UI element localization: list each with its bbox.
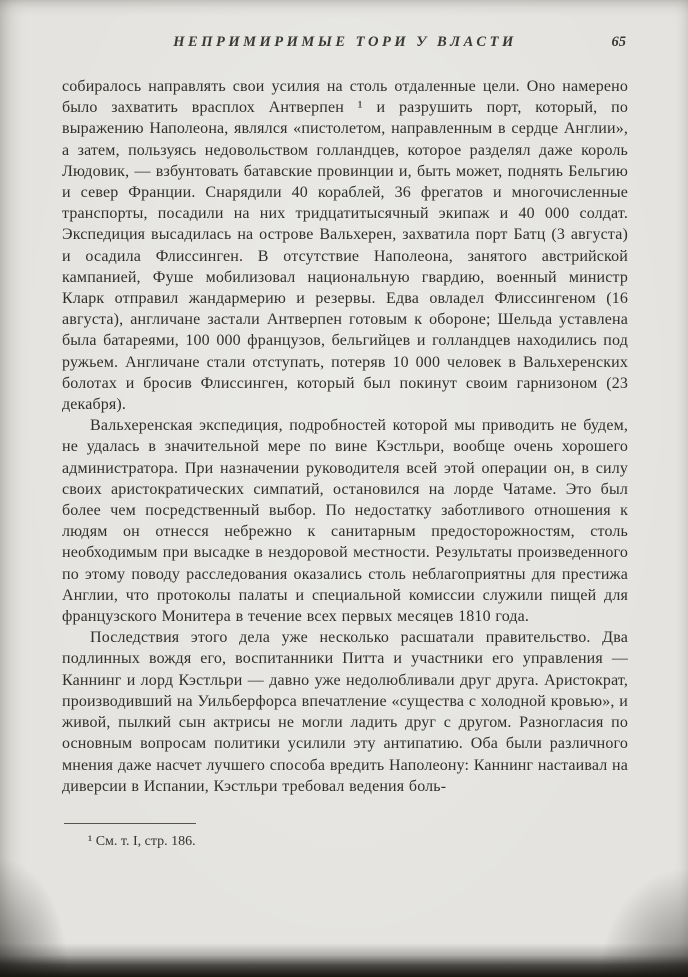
scan-edge xyxy=(0,943,688,977)
paragraph-2: Вальхеренская экспедиция, подробностей которой мы приводить не будем, не удалась в значительной мере по вине Кэстльри, вообще очень хорошего администратора. При назначении руководителя всей этой операции он, в силу своих аристократических симпатий, остановился на лорде Чатаме. Это был более чем посредственный выбор. По недостатку заботливого отношения к людям он отнесся небрежно к санитарным предосторожностям, столь необходимым при высадке в нездоровой местности. Результаты произведенного по этому поводу расследования оказались столь неблагоприятны для престижа Англии, что протоколы палаты и специальной комиссии служили пищей для французского Монитера в течение всех первых месяцев 1810 года. xyxy=(62,417,628,626)
paragraph-3: Последствия этого дела уже несколько расшатали правительство. Два подлинных вождя его, воспитанники Питта и участники его управления — Каннинг и лорд Кэстльри — давно уже недолюбливали друг друга. Аристократ, производивший на Уильберфорса впечатление «существа с холодной кровью», и живой, пылкий сын актрисы не могли ладить друг с другом. Разногласия по основным вопросам политики усилили эту антипатию. Оба были различного мнения даже насчет лучшего способа вредить Наполеону: Каннинг настаивал на диверсии в Испании, Кэстльри требовал ведения боль- xyxy=(62,629,629,795)
page-header xyxy=(62,34,628,60)
running-title: НЕПРИМИРИМЫЕ ТОРИ У ВЛАСТИ xyxy=(173,34,517,50)
paragraph-1: собиралось направлять свои усилия на столь отдаленные цели. Оно намерено было захватить врасплох Антверпен ¹ и разрушить порт, который, по выражению Наполеона, являлся «пистолетом, направленным в сердце Англии», а затем, пользуясь недовольством голландцев, которое разделял даже король Людовик, — взбунтовать батавские провинции и, быть может, поднять Бельгию и север Франции. Снарядили 40 кораблей, 36 фрегатов и многочисленные транспорты, посадили на них тридцатитысячный экипаж и 40 000 солдат. Экспедиция высадилась на острове Вальхерен, захватила порт Батц (3 августа) и осадила Флиссинген. В отсутствие Наполеона, занятого австрийской кампанией, Фуше мобилизовал национальную гвардию, военный министр Кларк отправил жандармерию и резервы. Едва овладел Флиссингеном (16 августа), англичане застали Антверпен готовым к обороне; Шельда уставлена была батареями, 100 000 французов, бельгийцев и голландцев находились под ружьем. Англичане стали отступать, потеряв 10 000 человек в Вальхеренских болотах и бросив Флиссинген, который был покинут своим гарнизоном (23 декабря). xyxy=(62,78,628,414)
footnote xyxy=(62,823,628,851)
scan-shadow-right xyxy=(598,867,688,977)
footnote-text: ¹ См. т. I, стр. 186. xyxy=(88,833,196,849)
page-content xyxy=(62,34,628,851)
scan-shadow-left xyxy=(0,857,70,977)
footnote-divider xyxy=(64,823,196,824)
page-number: 65 xyxy=(611,34,626,50)
page-body xyxy=(62,76,628,797)
